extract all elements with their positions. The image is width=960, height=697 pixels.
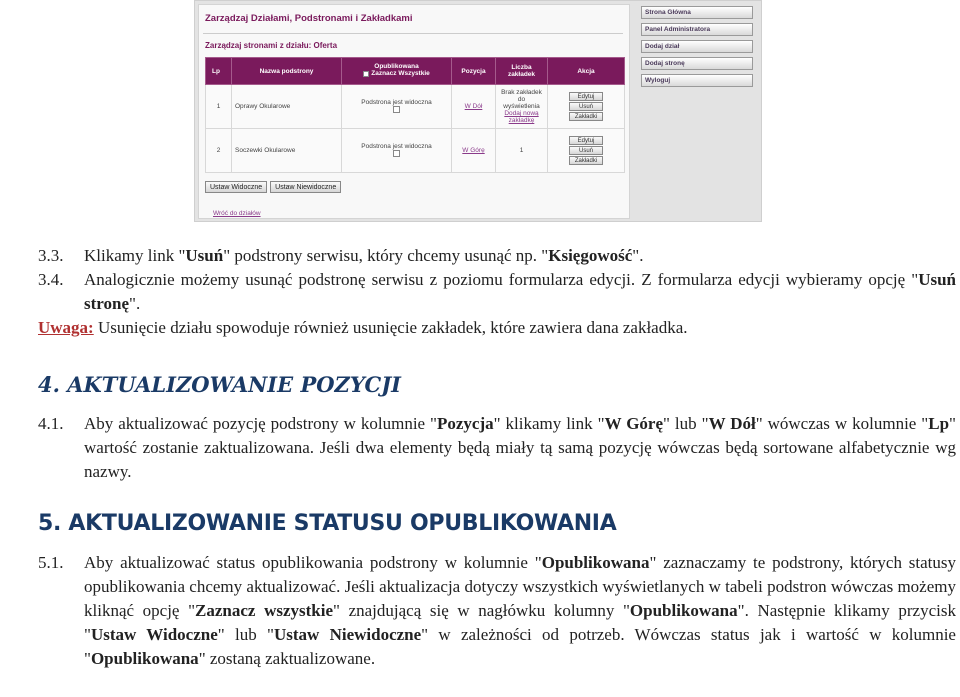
section-5 [38,551,956,671]
warning-text: Usunięcie działu spowoduje również usunięcie zakładek, które zawiera dana zakładka. [93,318,688,337]
bold-term: Usuń stronę [84,270,956,313]
section-3 [38,244,956,340]
text-run: " wartość zostanie zaktualizowana. Jeśli dwa elementy będą miały tą samą pozycję wówczas będą sortowane alfabetycznie wg nazwy. [84,414,956,481]
select-all-checkbox[interactable] [363,71,369,77]
paragraph-5-1 [38,551,956,671]
row-published-label: Podstrona jest widoczna [361,99,432,107]
col-published [342,58,452,85]
row-tabs-count: 1 [496,129,548,173]
text-run: Analogicznie możemy usunąć podstronę serwisu z poziomu formularza edycji. Z formularza edycji wybieramy opcję " [84,270,919,289]
bold-term: Opublikowana [629,601,738,620]
table-header-row [206,58,625,85]
edit-button[interactable]: Edytuj [569,92,603,101]
item-number: 5.1. [38,553,64,572]
bold-term: Księgowość [548,246,633,265]
col-action: Akcja [548,58,625,85]
item-number: 3.4. [38,270,64,289]
bold-term: Usuń [185,246,224,265]
text-run: " lub " [663,414,709,433]
admin-side-menu [641,6,753,91]
text-run: " lub " [217,625,274,644]
menu-item-logout[interactable]: Wyloguj [641,74,753,87]
row-published-label: Podstrona jest widoczna [361,143,432,151]
text-run: ". Następnie klikamy przycisk " [84,601,956,644]
text-run: ". [129,294,141,313]
menu-item-home[interactable]: Strona Główna [641,6,753,19]
table-row [206,129,625,173]
table-row [206,85,625,129]
row-position [452,129,496,173]
col-position: Pozycja [452,58,496,85]
warning-note [38,316,956,340]
text-run: Klikamy link " [84,246,186,265]
tabs-button[interactable]: Zakładki [569,112,603,121]
row-published-checkbox[interactable] [393,150,400,157]
text-run: Aby aktualizować pozycję podstrony w kolumnie " [84,414,437,433]
paragraph-3-3 [38,244,956,268]
row-actions [548,129,625,173]
title-divider [203,33,623,34]
panel-title: Zarządzaj Działami, Podstronami i Zakładkami [205,13,413,24]
add-tab-link[interactable]: Dodaj nową zakładkę [504,110,539,124]
text-run: " znajdującą się w nagłówku kolumny " [333,601,630,620]
item-text [84,551,956,671]
visibility-buttons [205,181,341,193]
section-4 [38,412,956,484]
delete-button[interactable]: Usuń [569,146,603,155]
row-lp: 2 [206,129,232,173]
item-number: 3.3. [38,246,64,265]
embedded-screenshot [194,0,762,222]
text-run: " zaznaczamy te podstrony, których statusy opublikowania chcemy aktualizować. Jeśli aktualizacja dotyczy wszystkich wyświetlanych w tabeli podstron wówczas możemy kliknąć opcję " [84,553,956,620]
set-visible-button[interactable]: Ustaw Widoczne [205,181,267,193]
heading-section-5: 5. AKTUALIZOWANIE STATUSU OPUBLIKOWANIA [38,511,617,536]
col-tabs-count: Liczba zakładek [496,58,548,85]
row-name: Soczewki Okularowe [232,129,342,173]
bold-term: W Górę [604,414,664,433]
text-run: " wówczas w kolumnie " [755,414,929,433]
text-run: Aby aktualizować status opublikowania podstrony w kolumnie " [84,553,542,572]
item-text [84,268,956,316]
item-number: 4.1. [38,414,64,433]
paragraph-4-1 [38,412,956,484]
row-lp: 1 [206,85,232,129]
row-name: Oprawy Okularowe [232,85,342,129]
tabs-button[interactable]: Zakładki [569,156,603,165]
bold-term: Opublikowana [541,553,650,572]
menu-item-add-page[interactable]: Dodaj stronę [641,57,753,70]
col-lp: Lp [206,58,232,85]
text-run: " w zależności od potrzeb. Wówczas status jak i wartość w kolumnie " [84,625,956,668]
bold-term: Lp [928,414,950,433]
row-tabs [496,85,548,129]
back-to-sections-link[interactable]: Wróć do działów [213,210,261,217]
bold-term: Ustaw Niewidoczne [273,625,422,644]
text-run: ". [632,246,644,265]
move-down-link[interactable]: W Dół [464,103,483,110]
panel-subtitle: Zarządzaj stronami z działu: Oferta [205,41,338,50]
bold-term: Ustaw Widoczne [90,625,218,644]
bold-term: Zaznacz wszystkie [195,601,334,620]
row-published [342,85,452,129]
select-all-label: Zaznacz Wszystkie [371,70,430,78]
menu-item-add-section[interactable]: Dodaj dział [641,40,753,53]
set-invisible-button[interactable]: Ustaw Niewidoczne [270,181,341,193]
edit-button[interactable]: Edytuj [569,136,603,145]
paragraph-3-4 [38,268,956,316]
text-run: " klikamy link " [493,414,605,433]
col-published-label: Opublikowana [374,63,419,71]
row-published [342,129,452,173]
admin-panel-main [198,4,630,219]
move-up-link[interactable]: W Górę [462,147,485,154]
row-actions [548,85,625,129]
row-position [452,85,496,129]
warning-label: Uwaga: [38,318,94,337]
no-tabs-text: Brak zakładek do wyświetlenia [501,89,542,110]
bold-term: Opublikowana [90,649,199,668]
text-run: " zostaną zaktualizowane. [198,649,376,668]
menu-item-admin-panel[interactable]: Panel Administratora [641,23,753,36]
delete-button[interactable]: Usuń [569,102,603,111]
text-run: " podstrony serwisu, który chcemy usunąć np. " [223,246,549,265]
row-published-checkbox[interactable] [393,106,400,113]
bold-term: W Dół [708,414,756,433]
item-text [84,244,956,268]
heading-section-4: 4. AKTUALIZOWANIE POZYCJI [38,372,401,397]
col-name: Nazwa podstrony [232,58,342,85]
subpages-table [205,57,625,173]
bold-term: Pozycja [437,414,494,433]
item-text [84,412,956,484]
select-all[interactable] [363,70,430,77]
